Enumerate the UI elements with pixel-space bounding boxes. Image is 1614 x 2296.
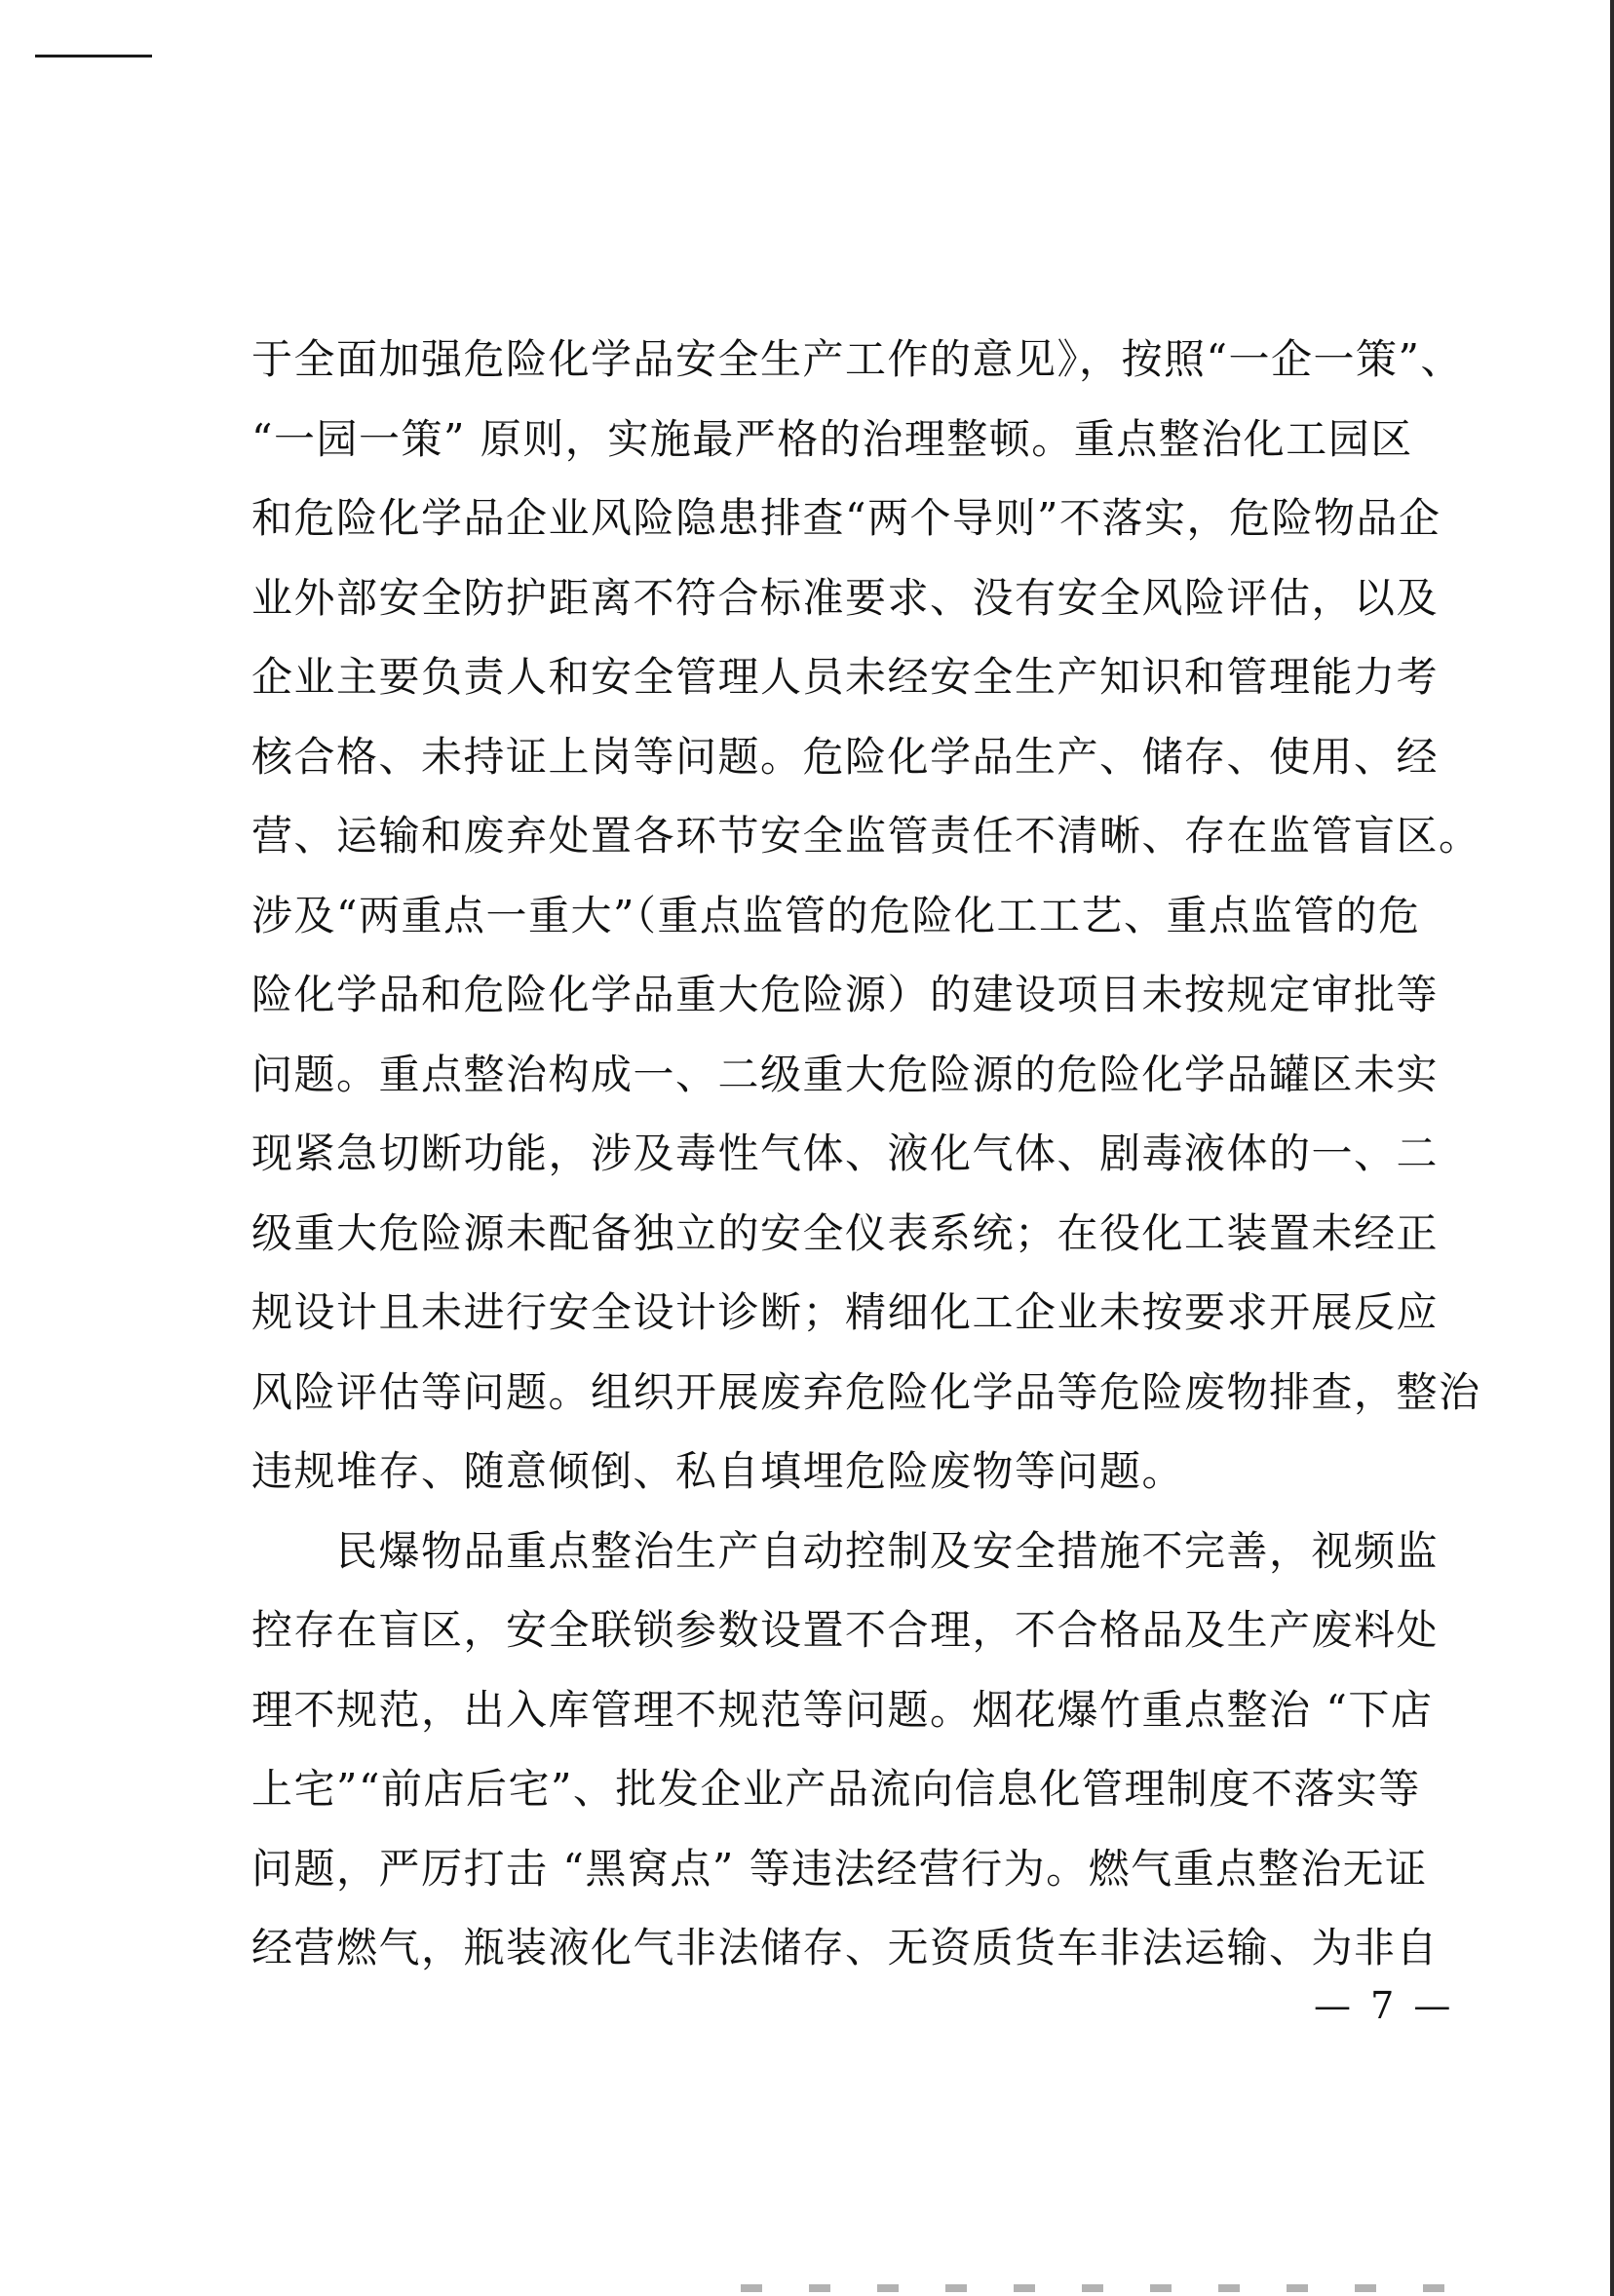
text-line: 理不规范，出入库管理不规范等问题。烟花爆竹重点整治 “下店 — [251, 1685, 1434, 1734]
document-body — [251, 320, 1481, 1988]
text-line: 于全面加强危险化学品安全生产工作的意见》，按照“一企一策”、 — [251, 335, 1463, 383]
text-line: 问题。重点整治构成一、二级重大危险源的危险化学品罐区未实 — [251, 1050, 1440, 1098]
text-line: 营、运输和废弃处置各环节安全监管责任不清晰、存在监管盲区。 — [251, 812, 1481, 860]
text-line: 民爆物品重点整治生产自动控制及安全措施不完善，视频监 — [251, 1526, 1440, 1575]
page-number: — 7 — — [1314, 1984, 1455, 2027]
text-line: 风险评估等问题。组织开展废弃危险化学品等危险废物排查，整治 — [251, 1367, 1481, 1416]
text-line: 涉及“两重点一重大”（重点监管的危险化工工艺、重点监管的危 — [251, 891, 1421, 939]
text-line: 规设计且未进行安全设计诊断；精细化工企业未按要求开展反应 — [251, 1288, 1440, 1336]
scan-artifact — [741, 2284, 1481, 2292]
header-rule — [35, 55, 152, 57]
text-line: 现紧急切断功能，涉及毒性气体、液化气体、剧毒液体的一、二 — [251, 1129, 1440, 1177]
paragraph-2 — [251, 1512, 1440, 1988]
text-line: 违规堆存、随意倾倒、私自填埋危险废物等问题。 — [251, 1447, 1185, 1495]
scan-edge — [1610, 0, 1614, 2296]
text-line: 业外部安全防护距离不符合标准要求、没有安全风险评估，以及 — [251, 573, 1440, 622]
paragraph-1 — [251, 320, 1481, 1512]
text-line: 问题，严厉打击 “黑窝点” 等违法经营行为。燃气重点整治无证 — [251, 1844, 1428, 1893]
text-line: 企业主要负责人和安全管理人员未经安全生产知识和管理能力考 — [251, 653, 1440, 701]
text-line: 级重大危险源未配备独立的安全仪表系统；在役化工装置未经正 — [251, 1208, 1440, 1257]
text-line: 上宅”“前店后宅”、批发企业产品流向信息化管理制度不落实等 — [251, 1765, 1421, 1813]
text-line: 险化学品和危险化学品重大危险源）的建设项目未按规定审批等 — [251, 971, 1440, 1018]
text-line: 和危险化学品企业风险隐患排查“两个导则”不落实，危险物品企 — [251, 494, 1441, 542]
text-line: 经营燃气，瓶装液化气非法储存、无资质货车非法运输、为非自 — [251, 1924, 1440, 1971]
text-line: “一园一策” 原则，实施最严格的治理整顿。重点整治化工园区 — [251, 414, 1413, 463]
text-line: 控存在盲区，安全联锁参数设置不合理，不合格品及生产废料处 — [251, 1606, 1440, 1654]
text-line: 核合格、未持证上岗等问题。危险化学品生产、储存、使用、经 — [251, 732, 1440, 781]
